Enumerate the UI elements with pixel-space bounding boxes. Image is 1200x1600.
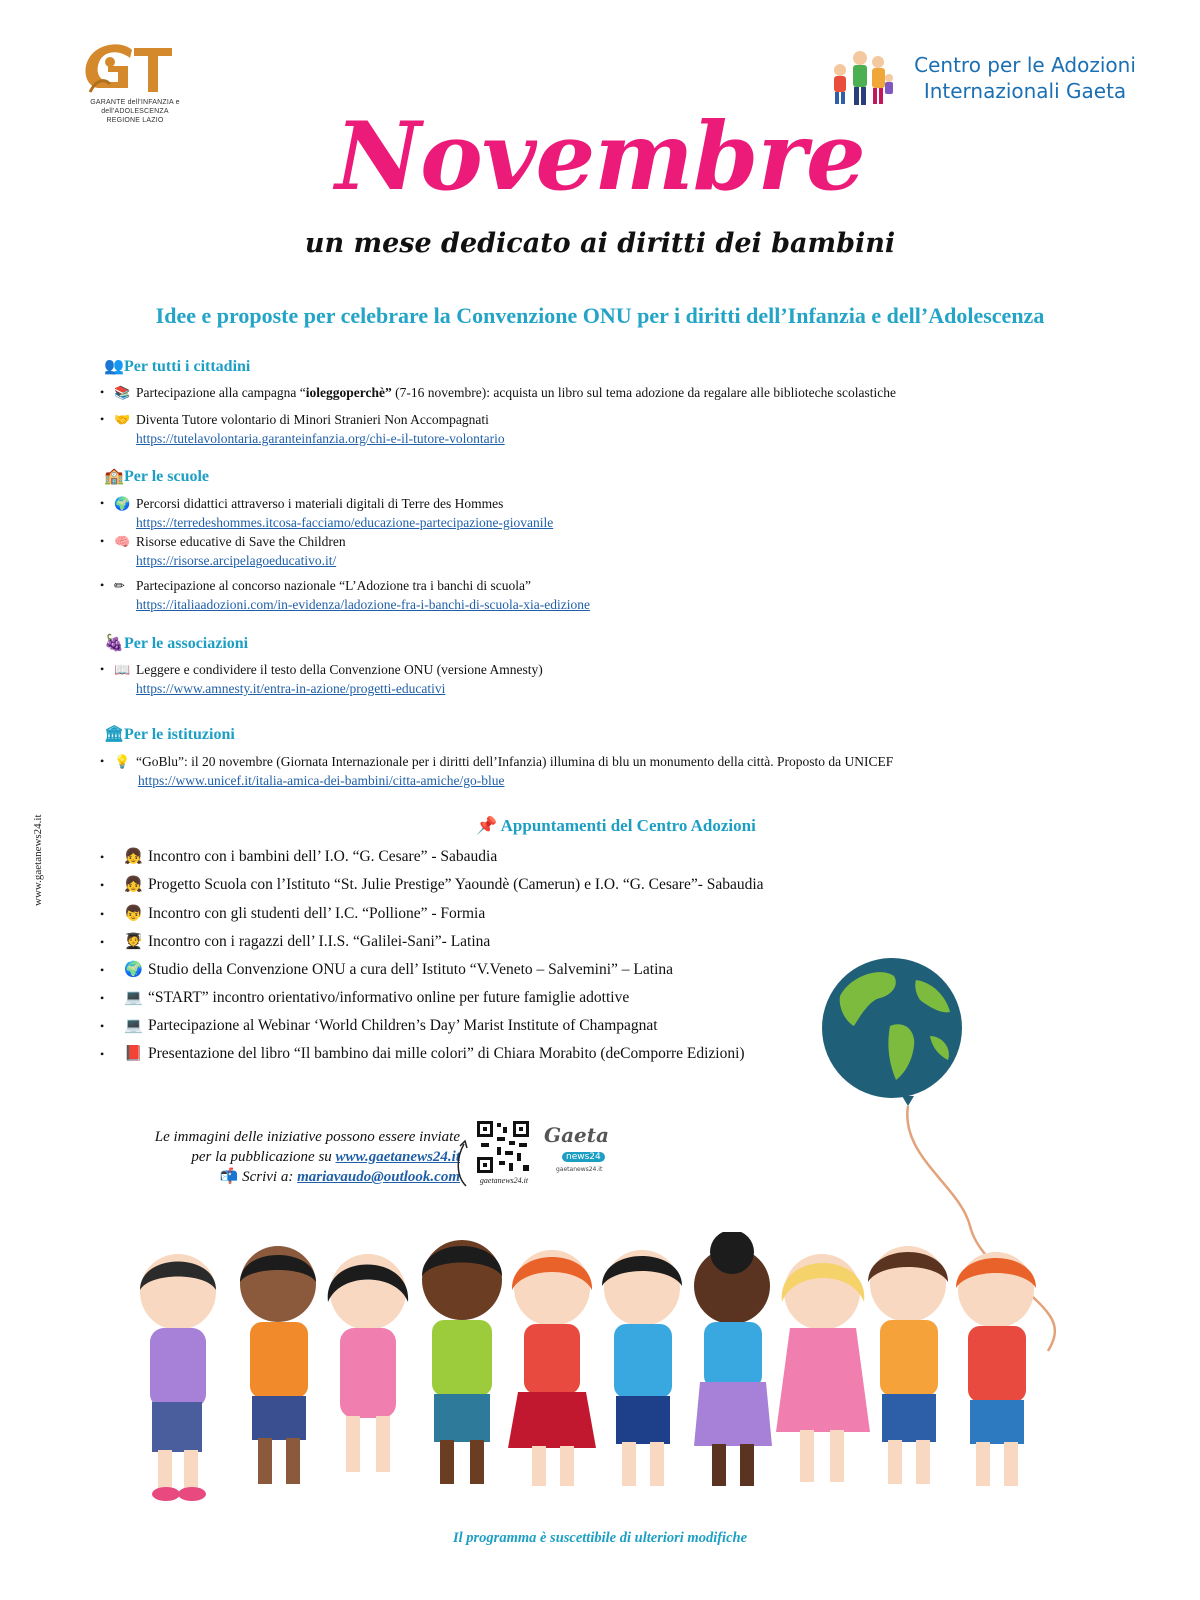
page-subtitle: un mese dedicato ai diritti dei bambini — [304, 228, 896, 259]
child-figure-3 — [328, 1254, 408, 1472]
child-figure-6 — [602, 1250, 682, 1486]
headline: Idee e proposte per celebrare la Convenzione ONU per i diritti dell’Infanzia e dell’Adolescenza — [155, 303, 1045, 328]
student-icon: 🧑‍🎓 — [124, 934, 143, 950]
handshake-icon: 🤝 — [114, 412, 131, 427]
bullet: • — [100, 412, 105, 426]
centro-adozioni-logo — [905, 52, 1145, 104]
bullet: • — [100, 534, 105, 548]
curved-arrow-icon — [452, 1138, 472, 1188]
email-link[interactable]: mariavaudo@outlook.com — [297, 1169, 460, 1185]
gaetanews-logo: Gaeta news24 gaetanews24.it — [544, 1123, 609, 1173]
garante-logo-label: GARANTE dell'INFANZIA e dell'ADOLESCENZA — [90, 99, 180, 115]
open-book-icon: 📖 — [114, 662, 131, 677]
gaetanews-link[interactable]: www.gaetanews24.it — [335, 1149, 460, 1165]
globe-icon: 🌍 — [114, 496, 131, 511]
pushpin-icon: 📌 — [476, 816, 498, 835]
institution-icon: 🏛 — [104, 726, 125, 743]
qr-code-icon[interactable] — [473, 1117, 533, 1177]
list-item: • 📖 Leggere e condividere il testo della Convenzione ONU (versione Amnesty) https://www.amnesty.it/entra-in-azione/progetti-educativi — [100, 662, 543, 696]
amnesty-link[interactable]: https://www.amnesty.it/entra-in-azione/progetti-educativi — [136, 681, 446, 696]
appointments-title: 📌 Appuntamenti del Centro Adozioni — [476, 816, 756, 835]
school-icon: 🏫 — [104, 468, 124, 485]
book-icon: 📕 — [124, 1046, 143, 1062]
child-figure-2 — [240, 1246, 316, 1484]
brain-icon: 🧠 — [114, 534, 131, 549]
child-figure-1 — [140, 1254, 216, 1501]
pencil-icon: ✏ — [114, 578, 125, 593]
qr-caption: gaetanews24.it — [479, 1176, 529, 1185]
laptop-icon: 💻 — [124, 1018, 143, 1034]
bullet: • — [100, 496, 105, 510]
centro-adozioni-line1: Centro per le Adozioni — [914, 53, 1136, 77]
list-item: • 💡 “GoBlu”: il 20 novembre (Giornata Internazionale per i diritti dell’Infanzia) illumina di blu un monumento della città. Proposto da UNICEF https://www.unicef.it/italia-amica-dei-bambini/citta-amiche/go-blue — [100, 754, 894, 788]
books-icon: 📚 — [114, 385, 131, 400]
people-icon: 👥 — [104, 358, 124, 375]
footer-note: Il programma è suscettibile di ulteriori modifiche — [452, 1530, 748, 1546]
child-figure-7 — [694, 1232, 772, 1486]
submission-note: Le immagini delle iniziative possono essere inviate per la pubblicazione su www.gaetanews24.it 📬 Scrivi a: mariavaudo@outlook.com — [154, 1129, 460, 1185]
boy-icon: 👦 — [124, 906, 143, 922]
laptop-icon: 💻 — [124, 990, 143, 1006]
child-figure-4 — [422, 1240, 502, 1484]
child-figure-5 — [508, 1250, 596, 1486]
bullet: • — [100, 754, 105, 768]
centro-adozioni-line2: Internazionali Gaeta — [923, 79, 1127, 103]
section-title-associazioni: 🍇Per le associazioni — [104, 635, 249, 652]
mailbox-icon: 📬 — [219, 1169, 239, 1185]
concorso-link[interactable]: https://italiaadozioni.com/in-evidenza/ladozione-fra-i-banchi-di-scuola-xia-edizione — [136, 597, 590, 612]
bullet: • — [100, 385, 105, 399]
terre-des-hommes-link[interactable]: https://terredeshommes.itcosa-facciamo/educazione-partecipazione-giovanile — [136, 515, 554, 530]
bullet: • — [100, 662, 105, 676]
section-title-istituzioni: 🏛Per le istituzioni — [104, 726, 235, 743]
side-url: www.gaetanews24.it — [32, 814, 44, 906]
list-item: • 📚 Partecipazione alla campagna “ioleggoperchè” (7-16 novembre): acquista un libro sul tema adozione da regalare alle biblioteche scolastiche — [100, 385, 896, 400]
child-icon: 👧 — [124, 849, 143, 865]
unicef-link[interactable]: https://www.unicef.it/italia-amica-dei-bambini/citta-amiche/go-blue — [138, 773, 505, 788]
garante-logo-mark — [60, 36, 210, 98]
campaign-name: ioleggoperchè” — [305, 385, 392, 400]
section-title-cittadini: 👥Per tutti i cittadini — [104, 358, 251, 375]
child-figure-10 — [956, 1252, 1036, 1486]
bullet: • — [100, 578, 105, 592]
child-figure-9 — [868, 1246, 948, 1484]
child-icon: 👧 — [124, 877, 143, 893]
section-title-scuole: 🏫Per le scuole — [104, 468, 210, 485]
save-the-children-link[interactable]: https://risorse.arcipelagoeducativo.it/ — [136, 553, 337, 568]
list-item: • ✏ Partecipazione al concorso nazionale “L’Adozione tra i banchi di scuola” https://italiaadozioni.com/in-evidenza/ladozione-fra-i-banchi-di-scuola-xia-edizione — [100, 578, 590, 612]
list-item: • 🤝 Diventa Tutore volontario di Minori Stranieri Non Accompagnati https://tutelavolontaria.garanteinfanzia.org/chi-e-il-tutore-volontario — [100, 412, 505, 446]
list-item: • 🌍 Percorsi didattici attraverso i materiali digitali di Terre des Hommes https://terredeshommes.itcosa-facciamo/educazione-partecipazione-giovanile — [100, 496, 554, 530]
children-illustration — [100, 1232, 1060, 1512]
child-figure-8 — [776, 1254, 870, 1482]
grapes-icon: 🍇 — [104, 635, 124, 652]
tutore-link[interactable]: https://tutelavolontaria.garanteinfanzia.org/chi-e-il-tutore-volontario — [136, 431, 505, 446]
lightbulb-icon: 💡 — [114, 754, 131, 769]
globe-icon: 🌍 — [124, 962, 143, 978]
garante-logo-region: REGIONE LAZIO — [106, 117, 164, 124]
family-illustration-icon — [826, 44, 896, 108]
list-item: • 🧠 Risorse educative di Save the Children https://risorse.arcipelagoeducativo.it/ — [100, 534, 346, 568]
page-title: Novembre — [335, 102, 865, 212]
